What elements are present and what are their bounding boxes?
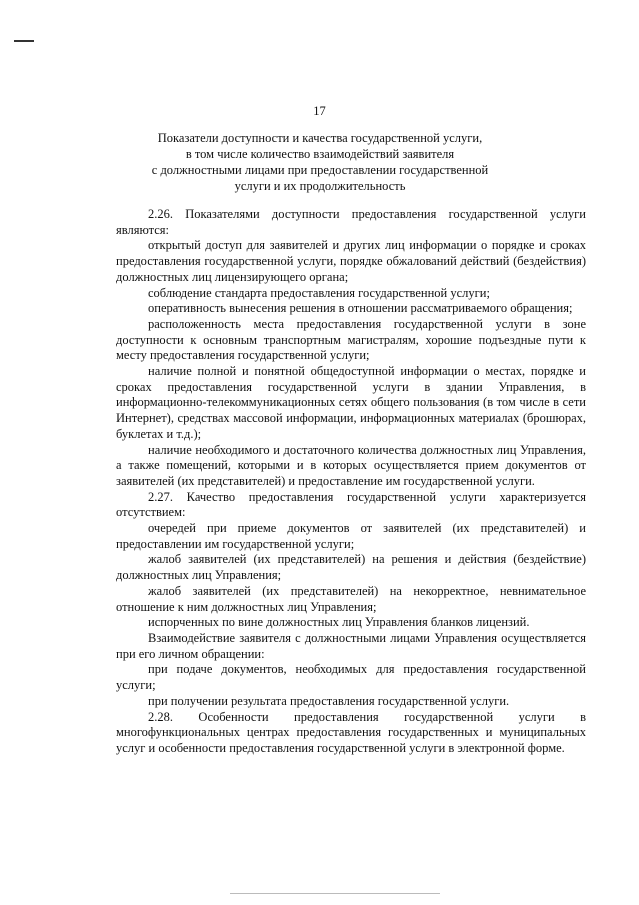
body-text xyxy=(116,207,586,757)
paragraph-item: наличие необходимого и достаточного количества должностных лиц Управления, а также помещений, которыми и в которых осуществляется прием документов от заявителей (их представителей) и предоставление им государственной услуги. xyxy=(116,442,586,488)
paragraph-item: при получении результата предоставления государственной услуги. xyxy=(148,693,510,708)
paragraph-item: соблюдение стандарта предоставления государственной услуги; xyxy=(148,285,490,300)
paragraph-2-28: 2.28. Особенности предоставления государственной услуги в многофункциональных центрах предоставления государственных и муниципальных услуг и особенности предоставления государственной услуги в электронной форме. xyxy=(116,709,586,755)
scan-artifact-mark xyxy=(14,40,34,42)
paragraph-2-27: 2.27. Качество предоставления государственной услуги характеризуется отсутствием: xyxy=(116,489,586,520)
paragraph-item: оперативность вынесения решения в отношении рассматриваемого обращения; xyxy=(148,301,573,316)
heading-line: в том числе количество взаимодействий заявителя xyxy=(185,147,455,161)
paragraph-item: расположенность места предоставления государственной услуги в зоне доступности к основным транспортным магистралям, хорошие подъездные пути к месту предоставления государственной услуги; xyxy=(116,316,586,363)
paragraph-item: открытый доступ для заявителей и других лиц информации о порядке и сроках предоставления государственной услуги, порядке обжалований действий (бездействия) должностных лиц лицензирующего органа; xyxy=(116,238,586,284)
paragraph-item: наличие полной и понятной общедоступной информации о местах, порядке и сроках предоставления государственной услуги в здании Управления, в информационно-телекоммуникационных сетях общего пользования (в том числе в сети Интернет), средствах массовой информации, информационных материалах (брошюрах, буклетах и т.д.); xyxy=(116,364,586,441)
section-heading xyxy=(100,130,540,194)
scan-bottom-edge xyxy=(230,893,440,894)
paragraph-2-26: 2.26. Показателями доступности предоставления государственной услуги являются: xyxy=(116,207,586,237)
heading-line: с должностными лицами при предоставлении государственной xyxy=(151,163,489,177)
paragraph-interaction: Взаимодействие заявителя с должностными лицами Управления осуществляется при его личном обращении: xyxy=(116,630,586,661)
heading-line: услуги и их продолжительность xyxy=(234,179,406,193)
paragraph-item: жалоб заявителей (их представителей) на некорректное, невнимательное отношение к ним должностных лиц Управления; xyxy=(116,583,586,614)
page-number: 17 xyxy=(313,104,326,118)
paragraph-item: при подаче документов, необходимых для предоставления государственной услуги; xyxy=(116,662,586,693)
heading-line: Показатели доступности и качества государственной услуги, xyxy=(157,131,483,145)
paragraph-item: жалоб заявителей (их представителей) на решения и действия (бездействие) должностных лиц Управления; xyxy=(116,552,586,583)
paragraph-item: испорченных по вине должностных лиц Управления бланков лицензий. xyxy=(148,615,530,630)
paragraph-item: очередей при приеме документов от заявителей (их представителей) и предоставлении им государственной услуги; xyxy=(116,521,586,551)
